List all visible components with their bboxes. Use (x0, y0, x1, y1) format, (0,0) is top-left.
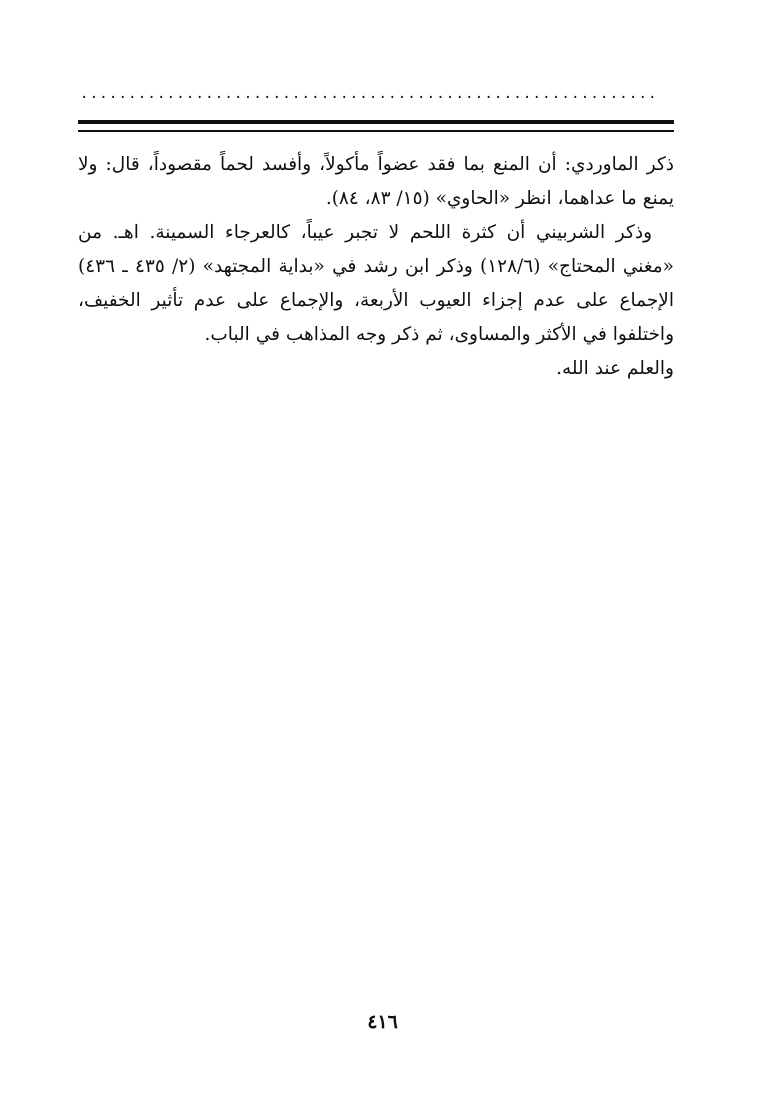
footnote-text (78, 148, 674, 386)
footnote-separator-dots: ............................................................ (80, 86, 658, 102)
footnote-paragraph-3: والعلم عند الله. (556, 358, 674, 379)
page-number: ٤١٦ (367, 1011, 398, 1033)
footnote-rule-thin (78, 130, 674, 132)
footnote-paragraph-1: ذكر الماوردي: أن المنع بما فقد عضواً مأكولاً، وأفسد لحماً مقصوداً، قال: ولا يمنع ما عداهما، انظر «الحاوي» (١٥/ ٨٣، ٨٤). (78, 154, 674, 209)
footnote-paragraph-2: وذكر الشربيني أن كثرة اللحم لا تجبر عيباً، كالعرجاء السمينة. اهـ. من «مغني المحتاج» (١٢٨/٦) وذكر ابن رشد في «بداية المجتهد» (٢/ ٤٣٥ ـ ٤٣٦) الإجماع على عدم إجزاء العيوب الأربعة، والإجماع على عدم تأثير الخفيف، واختلفوا في الأكثر والمساوى، ثم ذكر وجه المذاهب في الباب. (78, 222, 674, 345)
footnote-rule-thick (78, 120, 674, 124)
